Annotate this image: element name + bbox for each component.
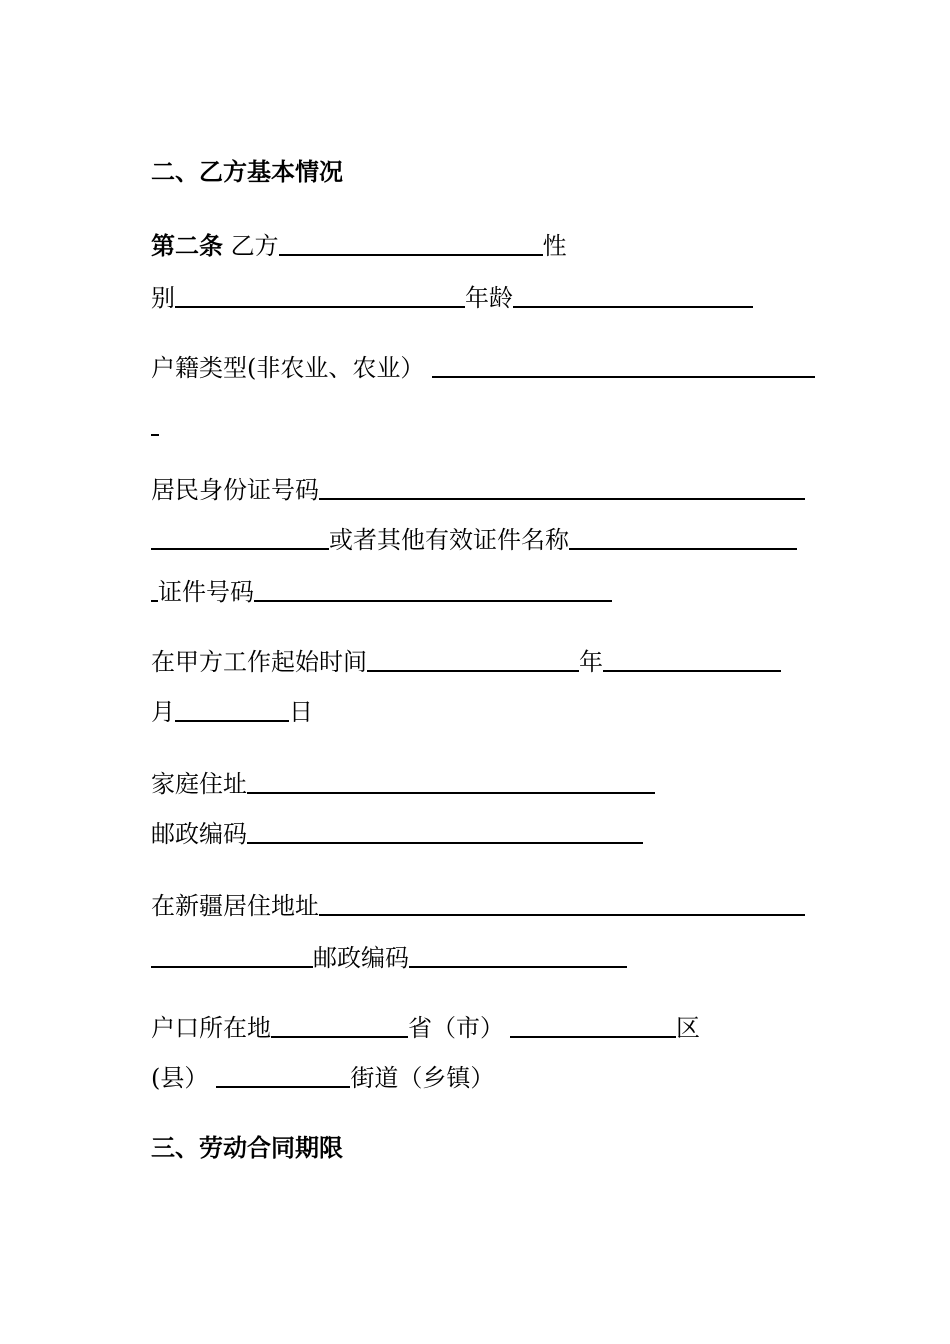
county-street-line <box>151 1060 494 1092</box>
year-label: 年 <box>579 648 603 676</box>
hukou-type-line <box>151 350 815 382</box>
province-blank[interactable] <box>271 1010 408 1038</box>
xinjiang-address-blank[interactable] <box>319 888 805 916</box>
cert-number-line <box>151 574 612 606</box>
start-year-blank[interactable] <box>367 644 579 672</box>
age-label: 年龄 <box>465 284 513 312</box>
home-address-label: 家庭住址 <box>151 770 247 798</box>
gender-blank[interactable] <box>175 280 465 308</box>
xinjiang-postcode-line <box>151 940 627 972</box>
section-3-heading: 三、劳动合同期限 <box>151 1133 343 1162</box>
start-day-blank[interactable] <box>175 694 289 722</box>
age-blank[interactable] <box>513 280 753 308</box>
home-postcode-blank[interactable] <box>247 816 643 844</box>
article-2-line <box>151 228 567 260</box>
section-2-heading: 二、乙方基本情况 <box>151 157 343 186</box>
xinjiang-postcode-blank[interactable] <box>409 940 627 968</box>
home-address-blank[interactable] <box>247 766 655 794</box>
month-day-line <box>151 694 313 726</box>
other-cert-name-blank[interactable] <box>569 522 797 550</box>
id-number-blank-continuation[interactable] <box>151 522 329 550</box>
article-2-label: 第二条 <box>151 231 223 260</box>
cert-number-blank[interactable] <box>254 574 612 602</box>
xinjiang-address-label: 在新疆居住地址 <box>151 892 319 920</box>
day-label: 日 <box>289 698 313 726</box>
xinjiang-postcode-label: 邮政编码 <box>313 944 409 972</box>
district-blank[interactable] <box>510 1010 676 1038</box>
start-month-blank[interactable] <box>603 644 781 672</box>
id-number-blank[interactable] <box>319 472 805 500</box>
party-b-label: 乙方 <box>230 232 279 260</box>
other-cert-name-blank-continuation[interactable] <box>151 574 158 602</box>
gender-age-line <box>151 280 753 312</box>
hukou-type-blank-continuation[interactable] <box>151 408 159 436</box>
hukou-type-continuation <box>151 408 159 440</box>
hukou-location-label: 户口所在地 <box>151 1014 271 1042</box>
street-blank[interactable] <box>216 1060 350 1088</box>
province-label: 省（市） <box>408 1014 504 1042</box>
id-number-label: 居民身份证号码 <box>151 476 319 504</box>
district-label-part2: (县） <box>151 1064 209 1092</box>
other-cert-line <box>151 522 797 554</box>
gender-label-part1: 性 <box>542 232 567 260</box>
other-cert-name-label: 或者其他有效证件名称 <box>329 526 569 554</box>
hukou-location-line <box>151 1010 700 1042</box>
month-label: 月 <box>151 698 175 726</box>
start-time-label: 在甲方工作起始时间 <box>151 648 367 676</box>
home-postcode-line <box>151 816 643 848</box>
cert-number-label: 证件号码 <box>158 578 254 606</box>
district-label-part1: 区 <box>676 1014 700 1042</box>
gender-label-part2: 别 <box>151 284 175 312</box>
xinjiang-address-blank-continuation[interactable] <box>151 940 313 968</box>
id-number-line <box>151 472 805 504</box>
hukou-type-label: 户籍类型(非农业、农业） <box>151 354 425 382</box>
home-address-line <box>151 766 655 798</box>
party-b-name-blank[interactable] <box>279 228 543 256</box>
start-time-line <box>151 644 781 676</box>
home-postcode-label: 邮政编码 <box>151 820 247 848</box>
xinjiang-address-line <box>151 888 805 920</box>
hukou-type-blank[interactable] <box>432 350 815 378</box>
street-label: 街道（乡镇） <box>350 1064 495 1092</box>
